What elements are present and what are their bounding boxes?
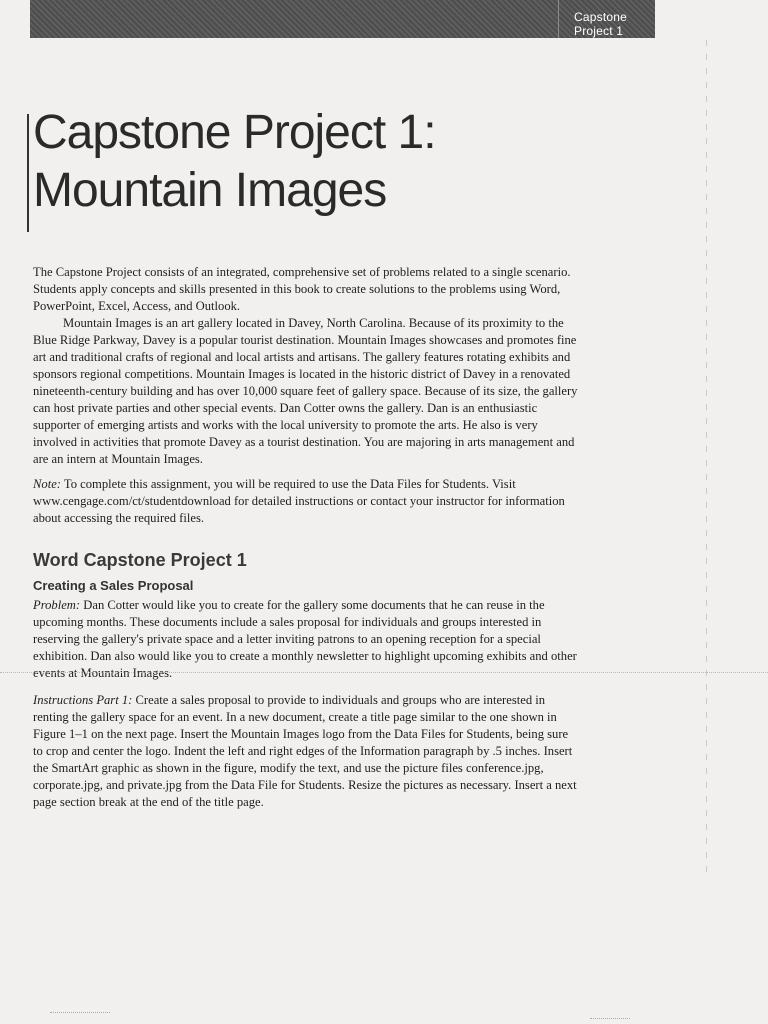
chapter-title: [33, 104, 436, 220]
margin-artifact-line: [706, 40, 707, 880]
note-label: Note:: [33, 477, 61, 491]
intro-paragraph-2: Mountain Images is an art gallery located in Davey, North Carolina. Because of its proximity to the Blue Ridge Parkway, Davey is a popular tourist destination. Mountain Images showcases and promotes fine art and traditional crafts of regional and local artists and artisans. The gallery features rotating exhibits and sponsors regional competitions. Mountain Images is located in the historic district of Davey in a renovated nineteenth-century building and has over 10,000 square feet of gallery space. Because of its size, the gallery can host private parties and other special events. Dan Cotter owns the gallery. Dan is an enthusiastic supporter of emerging artists and works with the local university to promote the arts. He also is very involved in activities that promote Davey as a tourist destination. You are majoring in arts management and are an intern at Mountain Images.: [33, 316, 578, 466]
note-text: To complete this assignment, you will be required to use the Data Files for Students. Visit www.cengage.com/ct/studentdownload for detailed instructions or contact your instructor for information about accessing the required files.: [33, 477, 565, 525]
instructions-paragraph: [33, 692, 578, 811]
intro-block: [33, 264, 578, 468]
instructions-label: Instructions Part 1:: [33, 693, 133, 707]
instructions-text: Create a sales proposal to provide to individuals and groups who are interested in renting the gallery space for an event. In a new document, create a title page similar to the one shown in Figure 1–1 on the next page. Insert the Mountain Images logo from the Data Files for Students, being sure to crop and center the logo. Indent the left and right edges of the Information paragraph by .5 inches. Insert the SmartArt graphic as shown in the figure, modify the text, and use the picture files conference.jpg, corporate.jpg, and private.jpg from the Data File for Students. Resize the pictures as necessary. Insert a next page section break at the end of the title page.: [33, 693, 577, 809]
scan-artifact-line: [0, 672, 768, 673]
scan-artifact-specks-right: [590, 1018, 630, 1019]
running-header-bar: [30, 0, 655, 38]
problem-paragraph: [33, 597, 578, 682]
running-header-label: Capstone Project 1: [574, 10, 627, 38]
problem-text: Dan Cotter would like you to create for the gallery some documents that he can reuse in the upcoming months. These documents include a sales proposal for individuals and groups interested in reserving the gallery's private space and a letter inviting patrons to an opening reception for a special exhibition. Dan also would like you to create a monthly newsletter to highlight upcoming exhibits and other events at Mountain Images.: [33, 598, 577, 680]
section-heading: Word Capstone Project 1: [33, 550, 247, 570]
chapter-title-line1: Capstone Project 1:: [33, 106, 436, 159]
problem-label: Problem:: [33, 598, 81, 612]
scan-artifact-specks-left: [50, 1012, 110, 1013]
chapter-title-line2: Mountain Images: [33, 164, 387, 217]
header-divider: [558, 0, 559, 38]
title-rule: [27, 114, 29, 232]
intro-paragraph-1: The Capstone Project consists of an integrated, comprehensive set of problems related to a single scenario. Students apply concepts and skills presented in this book to create solutions to the problems using Word, PowerPoint, Excel, Access, and Outlook.: [33, 265, 571, 313]
sub-heading: Creating a Sales Proposal: [33, 578, 194, 593]
note-paragraph: [33, 476, 578, 527]
